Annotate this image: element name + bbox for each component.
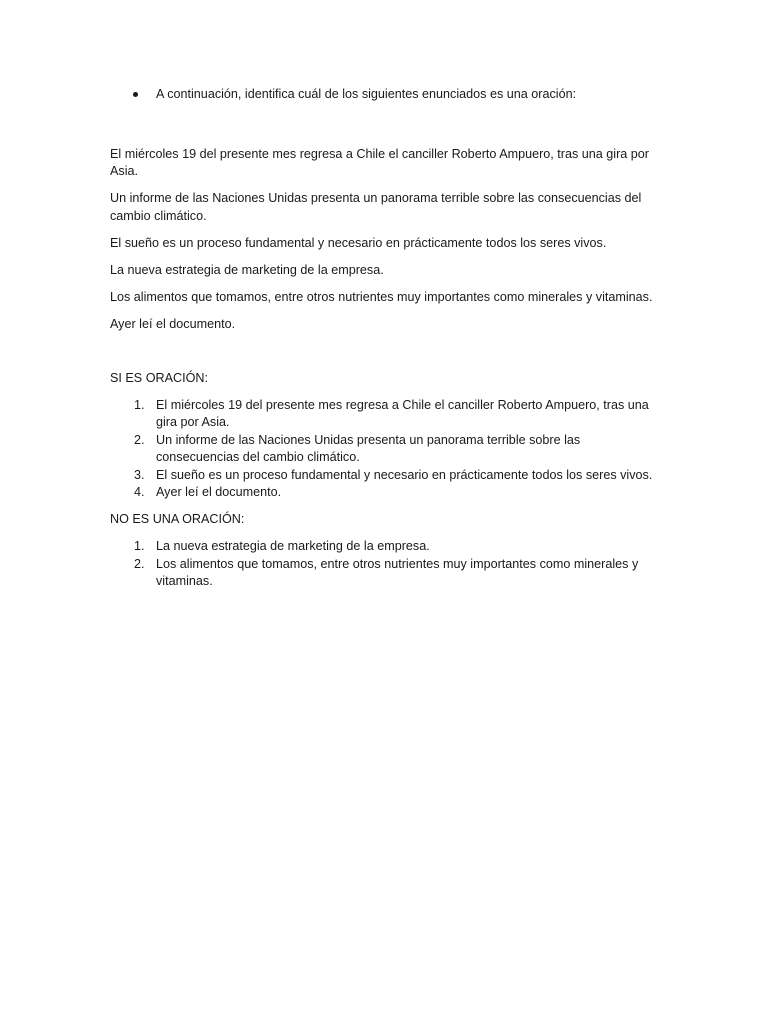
list-number: 2.: [134, 556, 145, 571]
list-item-text: Ayer leí el documento.: [156, 485, 282, 499]
blank-line: [110, 343, 662, 370]
list-number: 4.: [134, 485, 145, 499]
statement-paragraph: Ayer leí el documento.: [110, 316, 236, 331]
list-number: 2.: [134, 432, 145, 447]
si-es-list: [110, 397, 662, 502]
list-item: [110, 467, 662, 485]
list-item: [110, 484, 662, 502]
statement-paragraph: El sueño es un proceso fundamental y necesario en prácticamente todos los seres vivos.: [110, 235, 607, 250]
instruction-text: A continuación, identifica cuál de los siguientes enunciados es una oración:: [156, 87, 577, 101]
statement-paragraph: El miércoles 19 del presente mes regresa a Chile el canciller Roberto Ampuero, tras una gira por Asia.: [110, 146, 649, 178]
statement-paragraph: Un informe de las Naciones Unidas presenta un panorama terrible sobre las consecuencias del cambio climático.: [110, 191, 642, 223]
list-number: 3.: [134, 467, 145, 482]
document-body: [110, 86, 662, 600]
bullet-dot-icon: [133, 92, 138, 97]
list-item-text: El miércoles 19 del presente mes regresa a Chile el canciller Roberto Ampuero, tras una gira por Asia.: [156, 397, 649, 429]
list-item-text: El sueño es un proceso fundamental y necesario en prácticamente todos los seres vivos.: [156, 467, 653, 482]
no-es-heading: NO ES UNA ORACIÓN:: [110, 512, 245, 526]
list-item: [110, 556, 662, 591]
instruction-bullet: [110, 86, 662, 104]
list-item-text: La nueva estrategia de marketing de la empresa.: [156, 539, 430, 553]
statement-paragraph: La nueva estrategia de marketing de la empresa.: [110, 262, 384, 277]
list-item-text: Un informe de las Naciones Unidas presenta un panorama terrible sobre las consecuencias del cambio climático.: [156, 432, 581, 464]
statement-paragraph: Los alimentos que tomamos, entre otros nutrientes muy importantes como minerales y vitaminas.: [110, 289, 653, 304]
list-item: [110, 397, 662, 432]
list-item-text: Los alimentos que tomamos, entre otros nutrientes muy importantes como minerales y vitaminas.: [156, 556, 639, 588]
si-es-heading: SI ES ORACIÓN:: [110, 370, 208, 385]
no-es-list: [110, 538, 662, 591]
list-item: [110, 538, 662, 556]
list-item: [110, 432, 662, 467]
list-number: 1.: [134, 397, 145, 412]
list-number: 1.: [134, 539, 145, 553]
